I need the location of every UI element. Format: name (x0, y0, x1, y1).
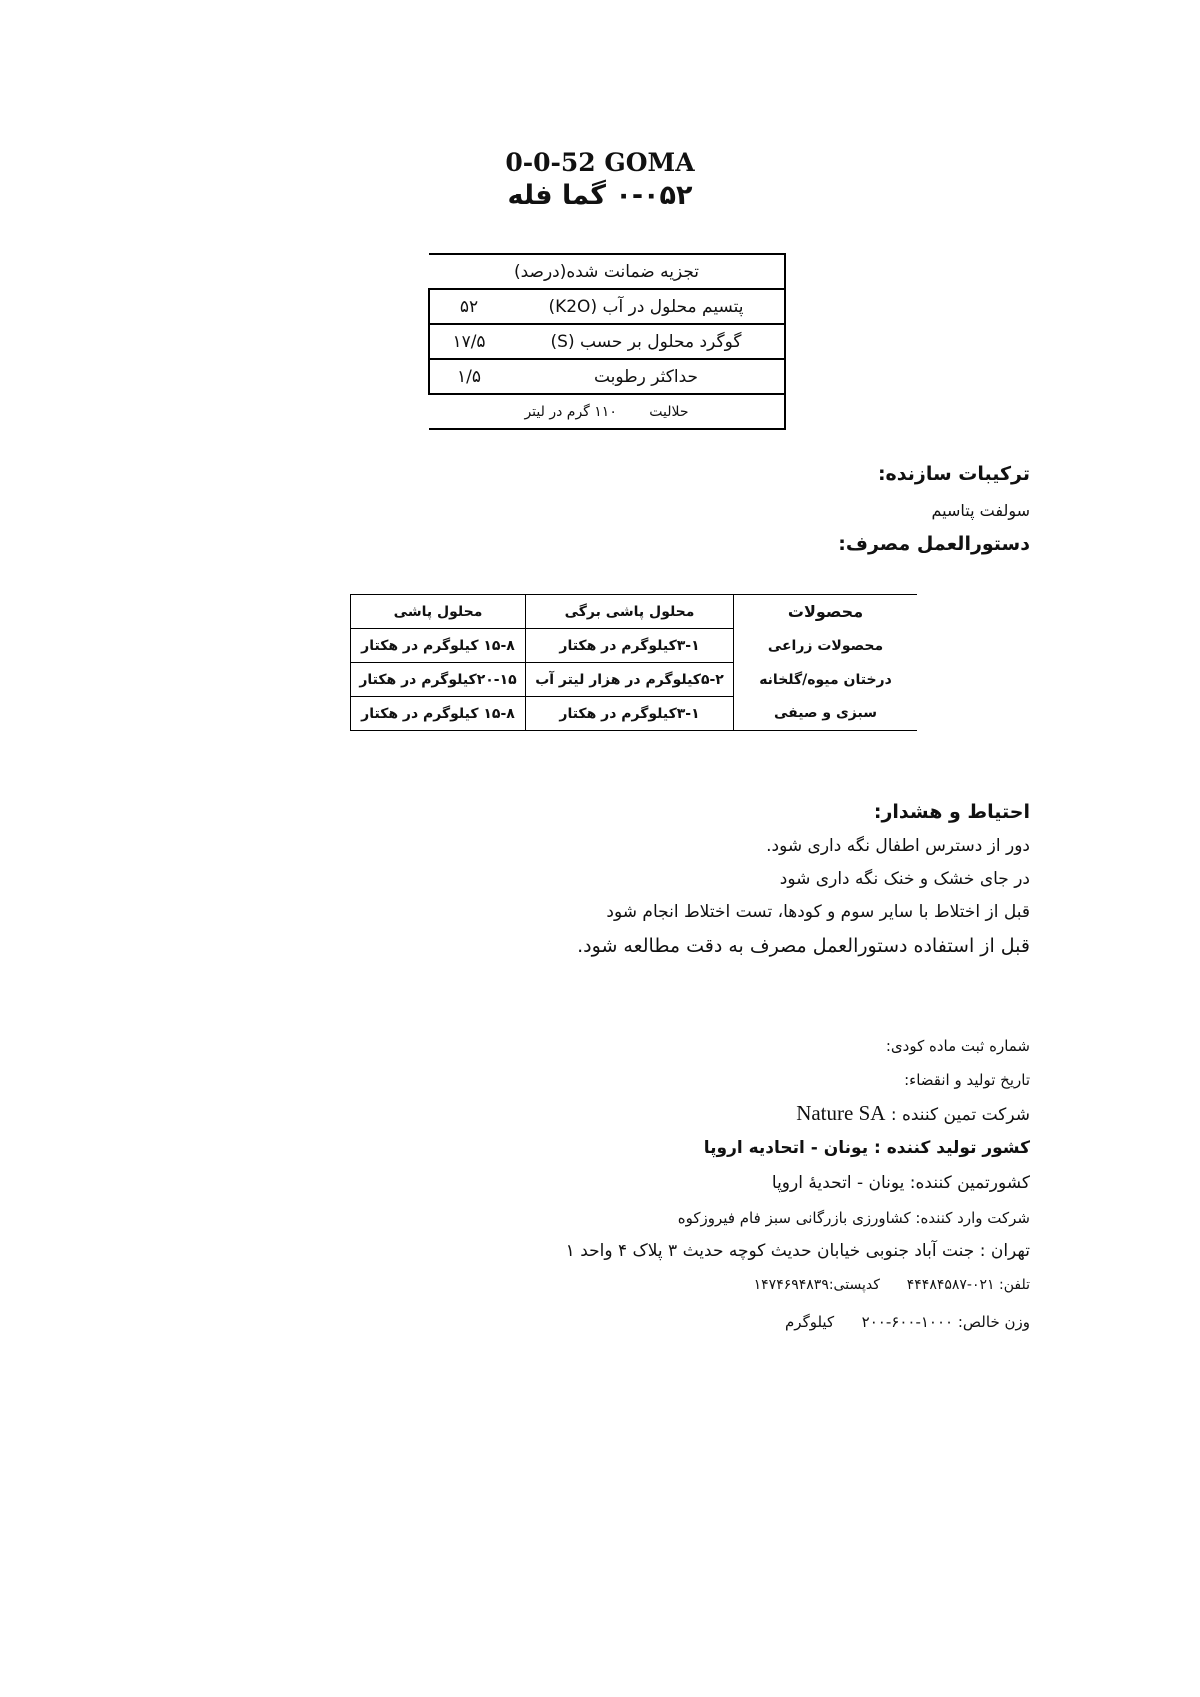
net-weight-value: ۱۰۰۰-۶۰۰-۲۰۰ (861, 1313, 954, 1331)
product-title-fa: ۰-۰۵۲ گما فله (507, 180, 693, 211)
dosage-header: محلول پاشی (351, 595, 526, 629)
analysis-label: حداکثر رطوبت (508, 359, 785, 394)
warning-item: دور از دسترس اطفال نگه داری شود. (766, 836, 1030, 856)
producer-country: کشور تولید کننده : یونان - اتحادیه اروپا (703, 1138, 1030, 1158)
postal-label: کدپستی: (828, 1277, 880, 1293)
dosage-foliar: ۳-۱کیلوگرم در هکتار (526, 629, 734, 663)
solubility-label: حلالیت (649, 403, 689, 420)
net-weight-label: وزن خالص: (957, 1313, 1030, 1331)
warning-item: در جای خشک و خنک نگه داری شود (779, 869, 1030, 889)
dosage-row (351, 663, 918, 697)
contact-line (754, 1277, 1030, 1293)
dosage-solution: ۱۵-۸ کیلوگرم در هکتار (351, 629, 526, 663)
supplier-line (796, 1101, 1030, 1126)
instructions-heading: دستورالعمل مصرف: (838, 533, 1030, 555)
net-weight-unit: کیلوگرم (785, 1313, 835, 1331)
analysis-header: تجزیه ضمانت شده(درصد) (429, 254, 785, 289)
dosage-header: محصولات (734, 595, 918, 629)
analysis-label: پتسیم محلول در آب (K2O) (508, 289, 785, 324)
analysis-solubility-row (429, 394, 785, 429)
analysis-value: ۵۲ (429, 289, 508, 324)
warnings-heading: احتیاط و هشدار: (873, 801, 1030, 823)
supplier-country: کشورتمین کننده: یونان - اتحدیهٔ اروپا (771, 1173, 1030, 1193)
composition-heading: ترکیبات سازنده: (877, 463, 1030, 485)
dosage-crop: سبزی و صیفی (734, 697, 918, 731)
net-weight-line (785, 1313, 1030, 1331)
solubility-cell (429, 394, 785, 429)
warning-item: قبل از اختلاط با سایر سوم و کودها، تست اختلاط انجام شود (606, 902, 1030, 922)
dosage-row (351, 697, 918, 731)
dosage-crop: محصولات زراعی (734, 629, 918, 663)
analysis-row (429, 359, 785, 394)
dosage-foliar: ۵-۲کیلوگرم در هزار لیتر آب (526, 663, 734, 697)
dosage-foliar: ۳-۱کیلوگرم در هکتار (526, 697, 734, 731)
supplier-name: Nature SA (796, 1101, 886, 1125)
product-title-en: 0-0-52 GOMA (505, 148, 695, 177)
analysis-value: ۱/۵ (429, 359, 508, 394)
dosage-row (351, 629, 918, 663)
dosage-table (350, 594, 917, 731)
analysis-label: گوگرد محلول بر حسب (S) (508, 324, 785, 359)
analysis-row (429, 289, 785, 324)
dosage-solution: ۲۰-۱۵کیلوگرم در هکتار (351, 663, 526, 697)
importer: شرکت وارد کننده: کشاورزی بازرگانی سبز فام فیروزکوه (677, 1209, 1030, 1227)
warning-item: قبل از استفاده دستورالعمل مصرف به دقت مطالعه شود. (577, 935, 1030, 957)
solubility-value: ۱۱۰ گرم در لیتر (524, 403, 617, 420)
guaranteed-analysis-table (428, 253, 786, 430)
analysis-header-row (429, 254, 785, 289)
phone-label: تلفن: (999, 1277, 1030, 1293)
supplier-label: شرکت تمین کننده : (890, 1105, 1030, 1125)
registration-number: شماره ثبت ماده کودی: (885, 1037, 1030, 1055)
dosage-header-row (351, 595, 918, 629)
composition-value: سولفت پتاسیم (931, 501, 1030, 520)
dosage-crop: درختان میوه/گلخانه (734, 663, 918, 697)
dosage-header: محلول پاشی برگی (526, 595, 734, 629)
analysis-row (429, 324, 785, 359)
phone-number: ۰۲۱-۴۴۴۸۴۵۸۷ (906, 1277, 995, 1293)
postal-code: ۱۴۷۴۶۹۴۸۳۹ (753, 1277, 829, 1293)
analysis-value: ۱۷/۵ (429, 324, 508, 359)
dosage-solution: ۱۵-۸ کیلوگرم در هکتار (351, 697, 526, 731)
address: تهران : جنت آباد جنوبی خیابان حدیث کوچه حدیث ۳ پلاک ۴ واحد ۱ (565, 1241, 1030, 1261)
production-expiry-date: تاریخ تولید و انقضاء: (904, 1071, 1030, 1089)
